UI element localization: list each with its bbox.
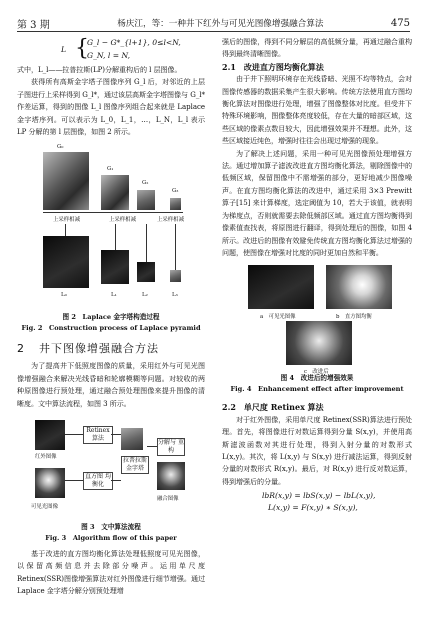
label-infrared: 红外图像: [35, 454, 57, 461]
flow-arrow: [65, 480, 83, 481]
down-arrow: [146, 224, 147, 262]
body-paragraph: 获得所有高斯金字塔子图像序列 G_l 后，对邻近的上层子图进行上采样得到 G_l*，通过该层高斯金字塔图像与 G_l* 作差运算，得到的图像 L_l 图像序列组合起来就是 Laplace 金字塔序列。可以表示为 L_0，L_1，…，L_N，L_l 表示 LP 分解的第 l 层图像，如图 2 所示。: [17, 77, 205, 137]
eq-line1: G_l − G*_{l+1}, 0≤l<N,: [87, 38, 181, 47]
label-l3: L₃: [172, 292, 178, 299]
pyramid-image-g2: [137, 190, 155, 210]
baseline-arrow: [43, 212, 183, 213]
figure-3-caption-en: Fig. 3 Algorithm flow of this paper: [45, 534, 177, 543]
label-l2: L₂: [142, 292, 148, 299]
label-g2: G₂: [142, 180, 149, 187]
laplace-box: 拉普拉斯 金字塔: [122, 457, 147, 473]
body-paragraph: 基于改进的直方图均衡化算法处理低照度可见光图像，以保留高频信息并去除部分噪声。运用单尺度 Retinex(SSR)图像增强算法对红外图像进行细节增强。通过 Laplace 金字塔分解分别预处理增: [17, 549, 205, 596]
header-rule: [17, 31, 410, 32]
section-title: 井下图像增强融合方法: [39, 342, 159, 356]
where-clause: 式中，L_l——拉普拉斯(LP)分解重构后的 l 层图像。: [17, 65, 182, 74]
body-paragraph: 对于红外图像，采用单尺度 Retinex(SSR)算法进行预处理。首先，将图像进行对数运算得到分量 S(x,y)，并使用高斯滤波函数对其进行处理，得到入射分量的对数形式 L(x,y)。其次，将 L(x,y) 与 S(x,y) 进行减法运算，得到反射分量的对数形式 R(x,y)。最后，对 R(x,y) 进行反对数运算，得到增强后的分量。: [222, 414, 412, 486]
pyramid-image-g3: [170, 198, 181, 210]
label-fused: 融合图像: [157, 496, 179, 503]
pyramid-image-l0: [43, 236, 89, 288]
improved-image: [286, 321, 352, 365]
equation-1: lbR(x,y) = lbS(x,y) − lbL(x,y),: [262, 491, 376, 501]
figure-3-algorithm-flow: [17, 414, 205, 522]
fused-image: [157, 462, 185, 490]
pyramid-image-l1: [101, 250, 129, 284]
label-g0: G₀: [57, 144, 64, 151]
figure-2-laplace-pyramid: [17, 142, 205, 312]
pyramid-image-l2: [137, 262, 155, 282]
histogram-equalized-image: [326, 265, 392, 309]
label-l1: L₁: [111, 292, 117, 299]
down-arrow: [115, 224, 116, 250]
figure-4-enhancement: [222, 263, 412, 376]
left-column: [17, 36, 205, 598]
label-a: a 可见光图像: [260, 314, 296, 321]
page-number: 475: [390, 17, 410, 29]
eq-line2: G_N, l = N,: [87, 51, 131, 60]
flow-arrow: [111, 480, 121, 481]
pyramid-image-g1: [101, 175, 129, 210]
visible-image: [35, 468, 65, 498]
flow-arrow: [65, 434, 83, 435]
figure-4-caption-cn: 图 4 改进后的增强效果: [280, 374, 354, 383]
label-upsample-3: 上采样相减: [157, 217, 184, 224]
page-header: [17, 16, 410, 30]
decompose-box: 分解与 重构: [158, 439, 184, 455]
body-paragraph: 强后的图像，得到不同分解层的高低频分量，再通过融合重构得到最终清晰图像。: [222, 37, 412, 59]
eq-brace: {: [75, 36, 89, 61]
label-upsample-1: 上采样相减: [53, 217, 80, 224]
pyramid-image-l3: [170, 270, 181, 282]
down-arrow: [175, 224, 176, 270]
body-paragraph: 由于井下照明环境存在光线昏暗、光照不均等特点，会对图像传感器的数据采集产生很大影响。传统方法使用直方图均衡化算法对图像进行处理，增强了图像整体对比度。但受井下特殊环境影响，图像整体亮度较低，存在大量的暗部区域，这些区域的像素点数目较大，因此增强效果并不理想。此外，这些区域接近纯色，增强时往往会出现过增强的现象。: [222, 74, 412, 146]
flow-arrow: [147, 446, 157, 447]
label-g3: G₃: [172, 188, 179, 195]
figure-2-caption-en: Fig. 2 Construction process of Laplace pyramid: [21, 324, 201, 333]
visible-light-image: [248, 265, 314, 309]
body-paragraph: 为了提高井下低照度图像的质量，采用红外与可见光图像增强融合来解决光线昏暗和轮廓模糊等问题。对较收的两种原图像进行预处理，通过融合预处理图像来提升图像的清晰度。文中算法流程，如图 3 所示。: [17, 361, 205, 408]
down-arrow: [65, 224, 66, 236]
label-g1: G₁: [107, 166, 114, 173]
retinex-box: Retinex 算法: [83, 426, 113, 444]
section-number: 2: [17, 342, 25, 356]
label-b: b 直方图均衡: [336, 314, 372, 321]
pyramid-image-g0: [43, 152, 89, 210]
section-2-heading: [17, 338, 205, 360]
enhanced-ir-image: [121, 428, 143, 450]
running-title: 杨庆江，等：一种井下红外与可见光图像增强融合算法: [117, 19, 324, 29]
histogram-box: 直方图 均衡化: [83, 472, 113, 490]
issue-number: 第 3 期: [17, 19, 50, 31]
label-c: c 改进后: [304, 369, 329, 376]
figure-3-caption-cn: 图 3 文中算法流程: [81, 523, 141, 532]
section-2-2-heading: 2.2 单尺度 Retinex 算法: [222, 402, 324, 413]
flow-arrow: [111, 434, 121, 435]
figure-2-caption-cn: 图 2 Laplace 金字塔构造过程: [62, 313, 160, 322]
label-visible: 可见光图像: [31, 504, 58, 511]
eq-lhs: L: [61, 45, 67, 54]
infrared-image: [35, 420, 65, 450]
figure-4-caption-en: Fig. 4 Enhancement effect after improvement: [230, 385, 404, 394]
body-paragraph: 为了解决上述问题，采用一种可见光图像预处理增强方法。通过增加算子滤波改进直方图均衡化算法，剔除图像中的低频区域，保留图像中不需增强的部分，更好地减少图像噪声。在直方图均衡化算法的改进中，通过采用 3×3 Prewitt 算子[15] 来计算梯度，选定阈值为 10，若大于该值，就表明为梯度点，否则就需要去除低频部区域。通过直方图均衡得到像素值查找表，将原图进行翻译，得到处理后的图像，如图 4 所示。改进后的图像有效避免传统直方图均衡化算法过增强的问题，使图像在增强对比度的同时更加自然和平衡。: [222, 148, 412, 257]
equation-2: L(x,y) = F(x,y) ∗ S(x,y),: [268, 503, 358, 513]
label-upsample-2: 上采样相减: [109, 217, 136, 224]
label-l0: L₀: [61, 292, 67, 299]
equation-lp: [17, 36, 205, 64]
section-2-1-heading: 2.1 改进直方图均衡化算法: [222, 61, 324, 72]
right-column: [222, 36, 412, 514]
